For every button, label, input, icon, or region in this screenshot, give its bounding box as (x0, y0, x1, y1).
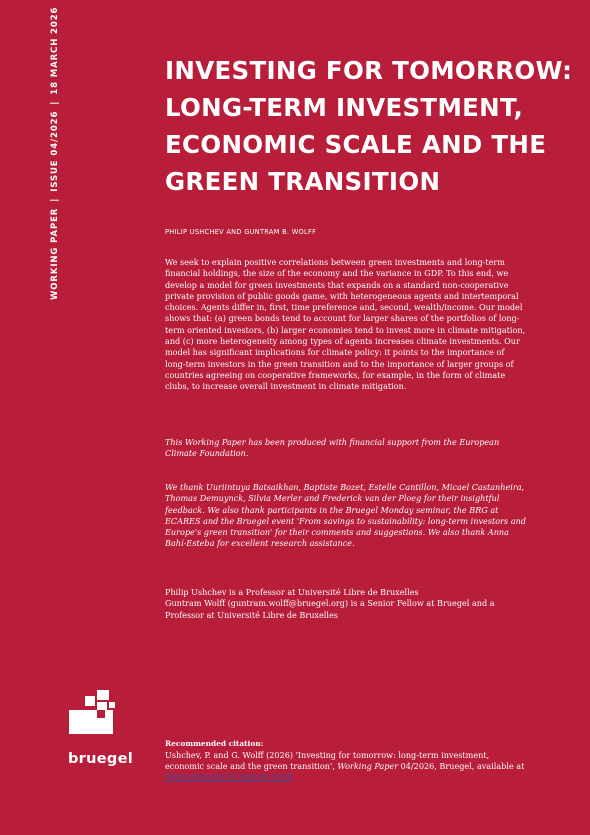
abstract-line: countries agreeing on cooperative frameworks, for example, in the form of climate (165, 369, 506, 380)
abstract-line: shows that: (a) green bonds tend to account for larger shares of the portfolios of long- (165, 313, 520, 324)
abstract-line: clubs, to increase overall investment in climate mitigation. (165, 381, 407, 392)
date-label: 18 MARCH 2026 (50, 6, 60, 95)
title-line: GREEN TRANSITION (165, 167, 441, 196)
separator: | (50, 197, 60, 202)
abstract-line: choices. Agents differ in, first, time preference and, second, wealth/income. Our model (165, 302, 523, 313)
issue-label: ISSUE 04/2026 (50, 110, 60, 192)
abstract-line: model has significant implications for climate policy: it points to the importance of (165, 347, 505, 358)
acknowledgements-line: Europe's green transition' for their comments and suggestions. We also thank Anna (165, 527, 509, 538)
separator: | (50, 100, 60, 105)
author-bios (165, 587, 560, 621)
abstract-line: long-term investors in the green transition and to the importance of larger groups of (165, 358, 514, 369)
acknowledgements-line: We thank Uuriintuya Batsaikhan, Baptiste Bozet, Estelle Cantillon, Micael Castanheira, (165, 482, 525, 492)
acknowledgements-line: Bahí-Esteba for excellent research assistance. (165, 538, 355, 549)
abstract-line: financial holdings, the size of the economy and the variance in GDP. To this end, we (165, 268, 509, 279)
citation-heading: Recommended citation: (165, 739, 264, 748)
abstract (165, 257, 560, 393)
title-line: LONG-TERM INVESTMENT, (165, 93, 524, 122)
funding-note (165, 437, 560, 460)
abstract-line: and (c) more heterogeneity among types of agents increases climate investments. Our (165, 336, 520, 347)
citation-series: Working Paper (337, 760, 399, 771)
citation-text: economic scale and the green transition', (165, 760, 335, 771)
citation-line (165, 761, 560, 772)
bruegel-logo-wordmark: bruegel (68, 751, 133, 767)
acknowledgements-line: ECARES and the Bruegel event 'From savings to sustainability: long-term investors and (165, 515, 526, 526)
acknowledgements (165, 482, 560, 550)
title-line: INVESTING FOR TOMORROW: (165, 56, 573, 85)
citation-text: 04/2026, Bruegel, available at (400, 760, 525, 771)
recommended-citation (165, 739, 560, 782)
bio-line: Guntram Wolff (guntram.wolff@bruegel.org) is a Senior Fellow at Bruegel and a (165, 598, 495, 609)
abstract-line: develop a model for green investments that expands on a standard non-cooperative (165, 279, 509, 290)
series-label: WORKING PAPER (50, 207, 60, 300)
sidebar-series-info (50, 7, 60, 300)
page-title (165, 52, 575, 200)
citation-line: Ushchev, P. and G. Wolff (2026) 'Investing for tomorrow: long-term investment, (165, 749, 490, 760)
abstract-line: private provision of public goods game, with heterogeneous agents and intertemporal (165, 290, 519, 301)
bio-line: Professor at Université Libre de Bruxelles (165, 609, 338, 620)
bruegel-logo-icon (67, 690, 127, 760)
abstract-line: term oriented investors, (b) larger economies tend to invest more in climate mitigation, (165, 324, 526, 335)
title-line: ECONOMIC SCALE AND THE (165, 130, 547, 159)
abstract-line: We seek to explain positive correlations between green investments and long-term (165, 257, 505, 267)
bio-line: Philip Ushchev is a Professor at Université Libre de Bruxelles (165, 587, 419, 597)
acknowledgements-line: Thomas Demuynck, Silvia Merler and Frederick van der Ploeg for their insightful (165, 493, 500, 504)
funding-line: This Working Paper has been produced with financial support from the European (165, 437, 500, 447)
funding-line: Climate Foundation. (165, 448, 249, 459)
citation-link[interactable]: https://doi.org/10.xxxx/xx.2026 (165, 771, 293, 782)
acknowledgements-line: feedback. We also thank participants in the Bruegel Monday seminar, the BRG at (165, 504, 499, 515)
authors-line: PHILIP USHCHEV AND GUNTRAM B. WOLFF (165, 228, 317, 236)
